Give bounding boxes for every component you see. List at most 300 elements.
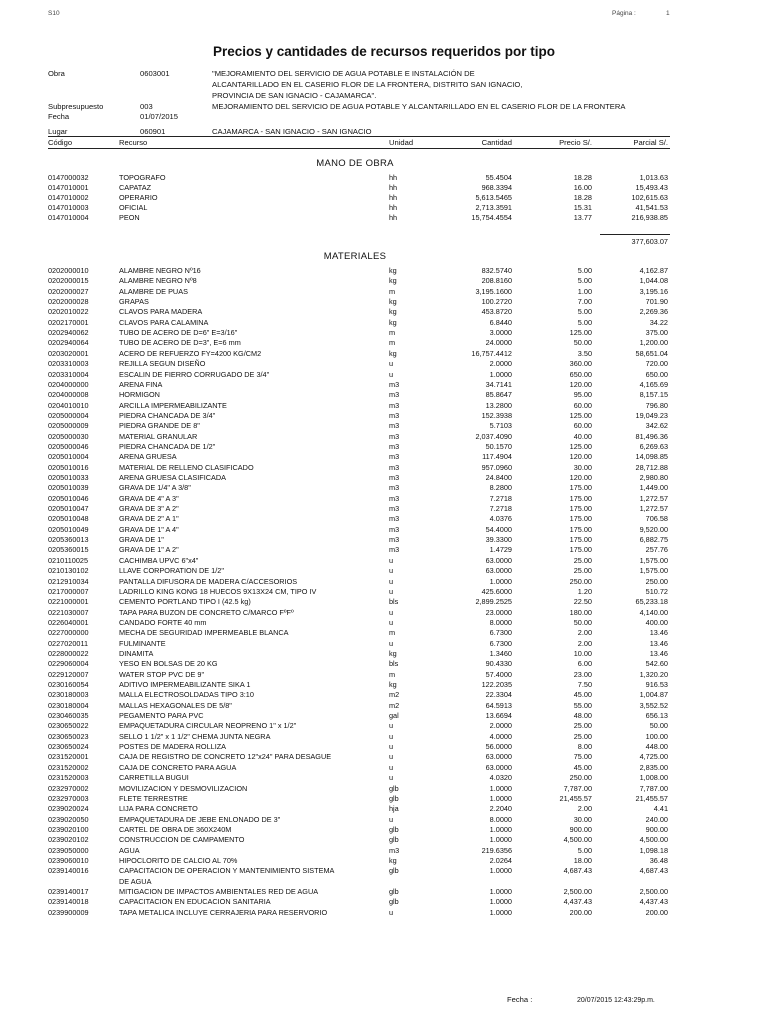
resource-qty: 63.0000 xyxy=(485,752,512,762)
resource-price: 360.00 xyxy=(569,359,592,369)
table-row xyxy=(0,752,768,762)
resource-qty: 1.0000 xyxy=(489,907,512,917)
resource-partial: 200.00 xyxy=(645,907,668,917)
resource-qty: 57.4000 xyxy=(485,669,512,679)
resource-qty: 90.4330 xyxy=(485,659,512,669)
resource-code: 0204000008 xyxy=(48,390,89,400)
resource-qty: 2.0264 xyxy=(489,855,512,865)
resource-partial: 656.13 xyxy=(645,711,668,721)
resource-unit: kg xyxy=(389,855,397,865)
resource-code: 0239140018 xyxy=(48,897,89,907)
table-row xyxy=(0,287,768,297)
resource-unit: glb xyxy=(389,835,399,845)
resource-qty: 2,713.3591 xyxy=(475,203,512,213)
resource-unit: glb xyxy=(389,824,399,834)
table-row xyxy=(0,338,768,348)
resource-price: 4,500.00 xyxy=(563,835,592,845)
resource-qty: 1.0000 xyxy=(489,576,512,586)
resource-price: 200.00 xyxy=(569,907,592,917)
resource-price: 23.00 xyxy=(573,669,592,679)
table-row xyxy=(0,784,768,794)
resource-name: TUBO DE ACERO DE D=6" E=3/16" xyxy=(119,328,238,338)
resource-qty: 24.8400 xyxy=(485,473,512,482)
table-row xyxy=(0,380,768,390)
resource-unit: m3 xyxy=(389,400,400,410)
resource-partial: 8,157.15 xyxy=(639,390,668,400)
table-row xyxy=(0,608,768,618)
table-row xyxy=(0,721,768,731)
resource-code: 0202000028 xyxy=(48,297,89,307)
resource-code: 0230650024 xyxy=(48,742,89,752)
resource-code: 0231520001 xyxy=(48,752,89,762)
resource-partial: 4,165.69 xyxy=(639,379,668,389)
resource-qty: 4.0320 xyxy=(489,773,512,783)
resource-code: 0239900009 xyxy=(48,907,89,917)
resource-partial: 1,320.20 xyxy=(639,669,668,679)
resource-unit: u xyxy=(389,762,394,772)
fecha-value: 01/07/2015 xyxy=(140,112,179,121)
resource-partial: 1,004.87 xyxy=(639,690,668,700)
resource-price: 22.50 xyxy=(573,597,592,607)
resource-name: POSTES DE MADERA ROLLIZA xyxy=(119,742,227,752)
resource-unit: m3 xyxy=(389,504,400,514)
resource-price: 5.00 xyxy=(577,266,592,275)
resource-partial: 701.90 xyxy=(645,297,668,307)
resource-unit: m xyxy=(389,338,396,348)
resource-partial: 65,233.18 xyxy=(635,597,668,607)
resource-code: 0205010049 xyxy=(48,524,89,534)
subpresupuesto-label: Subpresupuesto xyxy=(48,102,104,111)
resource-price: 180.00 xyxy=(569,607,592,617)
lugar-code: 060901 xyxy=(140,127,166,136)
resource-partial: 1,200.00 xyxy=(639,338,668,348)
table-row xyxy=(0,401,768,411)
resource-name: TAPA METALICA INCLUYE CERRAJERIA PARA RESERVORIO xyxy=(119,907,328,917)
resource-qty: 2.0000 xyxy=(489,359,512,369)
resource-qty: 152.3938 xyxy=(481,410,512,420)
resource-code: 0203310004 xyxy=(48,369,89,379)
resource-unit: m3 xyxy=(389,390,400,400)
resource-qty: 1.0000 xyxy=(489,887,512,896)
resource-partial: 1,008.00 xyxy=(639,773,668,783)
resource-code: 0231520003 xyxy=(48,773,89,783)
resource-name: ADITIVO IMPERMEABILIZANTE SIKA 1 xyxy=(119,680,251,689)
resource-price: 13.77 xyxy=(573,213,592,223)
resource-name: ACERO DE REFUERZO FY=4200 KG/CM2 xyxy=(119,348,262,358)
resource-unit: hh xyxy=(389,213,398,223)
resource-price: 5.00 xyxy=(577,276,592,286)
resource-unit: kg xyxy=(389,680,397,689)
table-row xyxy=(0,183,768,193)
resource-code: 0228000022 xyxy=(48,648,89,658)
resource-name: ALAMBRE NEGRO Nº8 xyxy=(119,276,197,286)
table-row xyxy=(0,421,768,431)
table-row xyxy=(0,307,768,317)
resource-name: CLAVOS PARA MADERA xyxy=(119,307,203,317)
resource-price: 10.00 xyxy=(573,648,592,658)
resource-qty: 425.6000 xyxy=(481,586,512,596)
resource-name: PANTALLA DIFUSORA DE MADERA C/ACCESORIOS xyxy=(119,576,298,586)
resource-partial: 9,520.00 xyxy=(639,524,668,534)
resource-name: GRAVA DE 1/4" A 3/8" xyxy=(119,483,191,493)
resource-qty: 16,757.4412 xyxy=(471,348,512,358)
resource-partial: 342.62 xyxy=(645,421,668,431)
resource-name: ALAMBRE DE PUAS xyxy=(119,286,188,296)
table-row xyxy=(0,473,768,483)
resource-unit: u xyxy=(389,752,394,762)
resource-unit: u xyxy=(389,617,394,627)
resource-price: 8.00 xyxy=(577,742,592,752)
resource-price: 5.00 xyxy=(577,307,592,317)
resource-partial: 19,049.23 xyxy=(635,410,668,420)
resource-name: CONSTRUCCION DE CAMPAMENTO xyxy=(119,835,245,845)
resource-partial: 58,651.04 xyxy=(635,348,668,358)
resource-code: 0239020024 xyxy=(48,804,89,814)
resource-unit: m xyxy=(389,628,396,638)
resource-partial: 13.46 xyxy=(649,638,668,648)
resource-unit: m3 xyxy=(389,441,400,451)
resource-unit: kg xyxy=(389,266,397,275)
table-row xyxy=(0,297,768,307)
resource-unit: u xyxy=(389,731,394,741)
resource-name: ARENA GRUESA xyxy=(119,452,177,462)
resource-code: 0232970003 xyxy=(48,793,89,803)
resource-name: TOPOGRAFO xyxy=(119,173,166,182)
resource-partial: 3,552.52 xyxy=(639,700,668,710)
resource-price: 45.00 xyxy=(573,690,592,700)
table-row xyxy=(0,494,768,504)
resource-name: HORMIGON xyxy=(119,390,160,400)
resource-partial: 4,162.87 xyxy=(639,266,668,275)
page-number: 1 xyxy=(666,10,670,17)
header-rule-top xyxy=(48,136,670,137)
resource-qty: 2.2040 xyxy=(489,804,512,814)
resource-code: 0205360013 xyxy=(48,535,89,545)
resource-price: 50.00 xyxy=(573,338,592,348)
table-row xyxy=(0,732,768,742)
resource-qty: 39.3300 xyxy=(485,535,512,545)
resource-name: YESO EN BOLSAS DE 20 KG xyxy=(119,659,218,669)
resource-code: 0239020100 xyxy=(48,824,89,834)
resource-unit: m3 xyxy=(389,379,400,389)
resource-code: 0239140016 xyxy=(48,866,89,876)
table-row xyxy=(0,504,768,514)
obra-label: Obra xyxy=(48,69,65,78)
resource-price: 175.00 xyxy=(569,545,592,555)
report-title: Precios y cantidades de recursos requeridos por tipo xyxy=(212,44,556,59)
resource-name: ARENA GRUESA CLASIFICADA xyxy=(119,473,227,482)
resource-qty: 55.4504 xyxy=(485,173,512,182)
resource-unit: m xyxy=(389,669,396,679)
resource-price: 125.00 xyxy=(569,328,592,338)
resource-name: MALLAS HEXAGONALES DE 5/8" xyxy=(119,700,232,710)
resource-unit: gal xyxy=(389,711,399,721)
resource-price: 95.00 xyxy=(573,390,592,400)
resource-code: 0205010047 xyxy=(48,504,89,514)
table-row xyxy=(0,659,768,669)
resource-code: 0147010001 xyxy=(48,183,89,193)
resource-unit: m3 xyxy=(389,473,400,482)
resource-code: 0205010033 xyxy=(48,473,89,482)
resource-name: PEON xyxy=(119,213,140,223)
col-cantidad: Cantidad xyxy=(481,138,512,147)
resource-qty: 56.0000 xyxy=(485,742,512,752)
resource-unit: u xyxy=(389,638,394,648)
resource-partial: 1,013.63 xyxy=(639,173,668,182)
resource-partial: 41,541.53 xyxy=(635,203,668,213)
resource-price: 15.31 xyxy=(573,203,592,213)
resource-name: SELLO 1 1/2" x 1 1/2" CHEMA JUNTA NEGRA xyxy=(119,731,271,741)
resource-qty: 50.1570 xyxy=(485,441,512,451)
resource-name: CAJA DE REGISTRO DE CONCRETO 12"x24" PARA DESAGUE xyxy=(119,752,332,762)
resource-unit: hh xyxy=(389,173,398,182)
resource-unit: hh xyxy=(389,183,398,193)
resource-code: 0221030007 xyxy=(48,607,89,617)
resource-partial: 2,500.00 xyxy=(639,887,668,896)
table-row xyxy=(0,525,768,535)
subpresupuesto-code: 003 xyxy=(140,102,153,111)
resource-price: 55.00 xyxy=(573,700,592,710)
resource-qty: 453.8720 xyxy=(481,307,512,317)
resource-name: CARTEL DE OBRA DE 360X240M xyxy=(119,824,232,834)
resource-unit: kg xyxy=(389,648,397,658)
page-label: Página : xyxy=(612,10,636,17)
resource-name: GRAVA DE 1" A 4" xyxy=(119,524,179,534)
resource-unit: u xyxy=(389,907,394,917)
table-row xyxy=(0,411,768,421)
resource-code: 0230160054 xyxy=(48,680,89,689)
footer-fecha-label: Fecha : xyxy=(507,995,533,1004)
table-row xyxy=(0,545,768,555)
resource-code: 0229120007 xyxy=(48,669,89,679)
resource-name: CARRETILLA BUGUI xyxy=(119,773,189,783)
resource-name: EMPAQUETADURA CIRCULAR NEOPRENO 1" x 1/2" xyxy=(119,721,297,731)
resource-unit: bls xyxy=(389,659,399,669)
resource-code: 0147010002 xyxy=(48,193,89,203)
resource-code: 0231520002 xyxy=(48,762,89,772)
resource-price: 3.50 xyxy=(577,348,592,358)
resource-code: 0205010004 xyxy=(48,452,89,462)
table-row xyxy=(0,908,768,918)
resource-code: 0210110025 xyxy=(48,555,89,565)
resource-price: 250.00 xyxy=(569,576,592,586)
resource-partial: 720.00 xyxy=(645,359,668,369)
resource-name: CAJA DE CONCRETO PARA AGUA xyxy=(119,762,237,772)
resource-code: 0147010004 xyxy=(48,213,89,223)
resource-price: 175.00 xyxy=(569,493,592,503)
resource-partial: 916.53 xyxy=(645,680,668,689)
resource-price: 2.00 xyxy=(577,804,592,814)
resource-name: MOVILIZACION Y DESMOVILIZACION xyxy=(119,783,248,793)
table-row xyxy=(0,856,768,866)
resource-partial: 706.58 xyxy=(645,514,668,524)
resource-unit: u xyxy=(389,555,394,565)
table-row xyxy=(0,680,768,690)
resource-qty: 6.7300 xyxy=(489,628,512,638)
resource-price: 1.20 xyxy=(577,586,592,596)
resource-name: CAPACITACION DE OPERACION Y MANTENIMIENTO SISTEMA xyxy=(119,866,335,876)
resource-code: 0217000007 xyxy=(48,586,89,596)
resource-code: 0210130102 xyxy=(48,566,89,576)
table-row xyxy=(0,866,768,876)
resource-code: 0212910034 xyxy=(48,576,89,586)
table-row xyxy=(0,452,768,462)
table-row xyxy=(0,203,768,213)
resource-partial: 448.00 xyxy=(645,742,668,752)
resource-unit: u xyxy=(389,607,394,617)
table-row xyxy=(0,566,768,576)
resource-unit: m3 xyxy=(389,452,400,462)
resource-code: 0230460035 xyxy=(48,711,89,721)
resource-code: 0227020011 xyxy=(48,638,89,648)
resource-unit: m3 xyxy=(389,483,400,493)
resource-qty: 1.0000 xyxy=(489,835,512,845)
resource-code: 0202940064 xyxy=(48,338,89,348)
resource-qty: 1.0000 xyxy=(489,369,512,379)
resource-price: 900.00 xyxy=(569,824,592,834)
resource-name: DINAMITA xyxy=(119,648,154,658)
resource-unit: m3 xyxy=(389,535,400,545)
table-row xyxy=(0,711,768,721)
resource-qty: 5,613.5465 xyxy=(475,193,512,203)
resource-name: GRAVA DE 1" A 2" xyxy=(119,545,179,555)
obra-desc-3: PROVINCIA DE SAN IGNACIO - CAJAMARCA". xyxy=(212,91,377,100)
table-row xyxy=(0,577,768,587)
resource-unit: m3 xyxy=(389,514,400,524)
resource-code: 0239020102 xyxy=(48,835,89,845)
resource-price: 2.00 xyxy=(577,638,592,648)
resource-partial: 216,938.85 xyxy=(631,213,668,223)
table-row xyxy=(0,825,768,835)
resource-price: 4,687.43 xyxy=(563,866,592,876)
resource-unit: u xyxy=(389,773,394,783)
resource-name: LIJA PARA CONCRETO xyxy=(119,804,198,814)
resource-qty: 8.0000 xyxy=(489,814,512,824)
resource-qty: 2.0000 xyxy=(489,721,512,731)
table-row xyxy=(0,742,768,752)
resource-unit: u xyxy=(389,586,394,596)
resource-name: CEMENTO PORTLAND TIPO I (42.5 kg) xyxy=(119,597,251,607)
resource-code: 0230650022 xyxy=(48,721,89,731)
resource-unit: m3 xyxy=(389,431,400,441)
resource-name: MITIGACION DE IMPACTOS AMBIENTALES RED DE AGUA xyxy=(119,887,319,896)
table-row xyxy=(0,773,768,783)
resource-partial: 1,575.00 xyxy=(639,555,668,565)
resource-unit: u xyxy=(389,566,394,576)
resource-price: 5.00 xyxy=(577,845,592,855)
resource-qty: 3.0000 xyxy=(489,328,512,338)
table-row xyxy=(0,639,768,649)
resource-code: 0202940062 xyxy=(48,328,89,338)
resource-partial: 542.60 xyxy=(645,659,668,669)
resource-code: 0239050000 xyxy=(48,845,89,855)
resource-price: 18.28 xyxy=(573,173,592,182)
table-row xyxy=(0,442,768,452)
resource-price: 7.00 xyxy=(577,297,592,307)
resource-name: FULMINANTE xyxy=(119,638,166,648)
table-row xyxy=(0,556,768,566)
resource-price: 2.00 xyxy=(577,628,592,638)
resource-partial: 375.00 xyxy=(645,328,668,338)
resource-qty: 1.0000 xyxy=(489,897,512,907)
resource-code: 0203310003 xyxy=(48,359,89,369)
resource-partial: 2,835.00 xyxy=(639,762,668,772)
resource-qty: 13.2800 xyxy=(485,400,512,410)
resource-name: PIEDRA CHANCADA DE 1/2" xyxy=(119,441,216,451)
resource-qty: 4.0000 xyxy=(489,731,512,741)
table-row xyxy=(0,690,768,700)
resource-partial: 4,500.00 xyxy=(639,835,668,845)
resource-partial: 28,712.88 xyxy=(635,462,668,472)
resource-qty: 23.0000 xyxy=(485,607,512,617)
col-recurso: Recurso xyxy=(119,138,148,147)
resource-name: CANDADO FORTE 40 mm xyxy=(119,617,207,627)
resource-unit: glb xyxy=(389,783,399,793)
table-row xyxy=(0,897,768,907)
table-row xyxy=(0,514,768,524)
resource-code: 0202010022 xyxy=(48,307,89,317)
obra-desc-1: "MEJORAMIENTO DEL SERVICIO DE AGUA POTABLE E INSTALACIÓN DE xyxy=(212,69,475,78)
resource-price: 18.28 xyxy=(573,193,592,203)
resource-qty: 3,195.1600 xyxy=(475,286,512,296)
resource-qty: 54.4000 xyxy=(485,524,512,534)
resource-code: 0204010010 xyxy=(48,400,89,410)
resource-partial: 36.48 xyxy=(649,855,668,865)
resource-qty: 34.7141 xyxy=(485,379,512,389)
resource-partial: 102,615.63 xyxy=(631,193,668,203)
table-row xyxy=(0,887,768,897)
resource-price: 45.00 xyxy=(573,762,592,772)
resource-name: CLAVOS PARA CALAMINA xyxy=(119,317,209,327)
resource-name: HIPOCLORITO DE CALCIO AL 70% xyxy=(119,855,238,865)
resource-unit: kg xyxy=(389,348,397,358)
resource-code: 0202000027 xyxy=(48,286,89,296)
table-row xyxy=(0,483,768,493)
resource-price: 250.00 xyxy=(569,773,592,783)
resource-unit: m3 xyxy=(389,421,400,431)
resource-partial: 400.00 xyxy=(645,617,668,627)
resource-partial: 900.00 xyxy=(645,824,668,834)
resource-code: 0205000030 xyxy=(48,431,89,441)
subtotal-rule xyxy=(600,234,670,235)
resource-partial: 4.41 xyxy=(653,804,668,814)
resource-partial: 1,044.08 xyxy=(639,276,668,286)
resource-unit: bls xyxy=(389,597,399,607)
resource-price: 6.00 xyxy=(577,659,592,669)
resource-price: 4,437.43 xyxy=(563,897,592,907)
col-parcial: Parcial S/. xyxy=(633,138,668,147)
mano-de-obra-subtotal: 377,603.07 xyxy=(631,237,668,246)
resource-code: 0205010048 xyxy=(48,514,89,524)
resource-partial: 250.00 xyxy=(645,576,668,586)
table-row xyxy=(0,535,768,545)
resource-name: ARCILLA IMPERMEABILIZANTE xyxy=(119,400,227,410)
lugar-label: Lugar xyxy=(48,127,68,136)
table-row xyxy=(0,649,768,659)
resource-price: 16.00 xyxy=(573,183,592,193)
resource-name: ESCALIN DE FIERRO CORRUGADO DE 3/4" xyxy=(119,369,270,379)
resource-qty: 8.0000 xyxy=(489,617,512,627)
resource-qty: 8.2800 xyxy=(489,483,512,493)
resource-qty: 85.8647 xyxy=(485,390,512,400)
resource-qty: 208.8160 xyxy=(481,276,512,286)
table-row xyxy=(0,213,768,223)
table-row xyxy=(0,597,768,607)
table-row xyxy=(0,328,768,338)
resource-code: 0205010016 xyxy=(48,462,89,472)
resource-price: 175.00 xyxy=(569,524,592,534)
resource-qty: 7.2718 xyxy=(489,493,512,503)
